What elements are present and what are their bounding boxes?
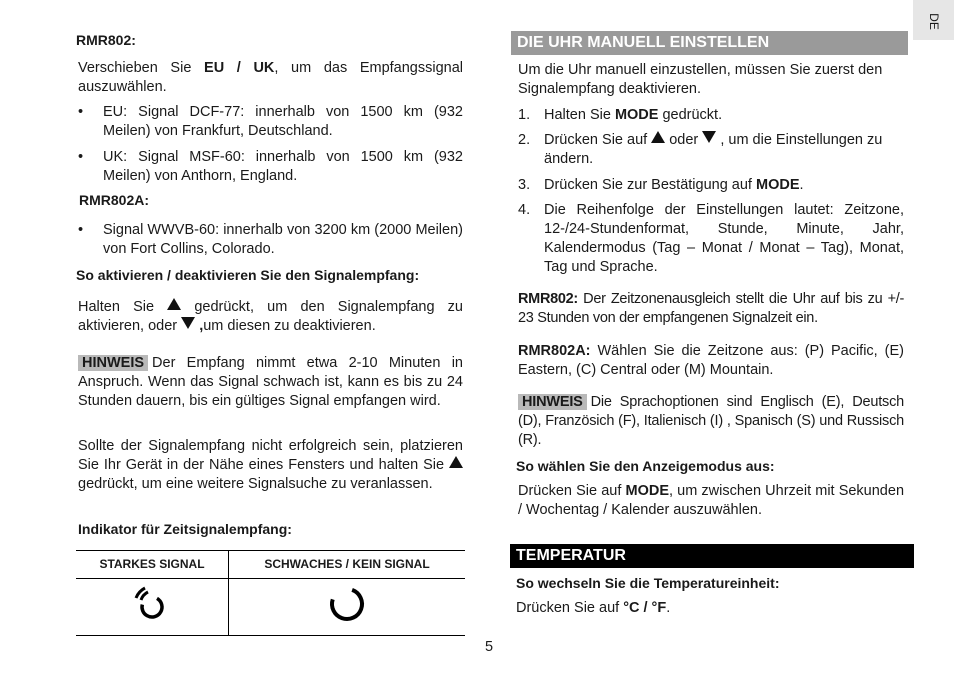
page-number: 5 — [485, 639, 494, 655]
display-mode-paragraph: Drücken Sie auf MODE, um zwischen Uhrzeit mit Sekunden / Wochentag / Kalender auszuwählen. — [518, 483, 905, 518]
weak-signal-header: SCHWACHES / KEIN SIGNAL — [229, 551, 466, 579]
step-3: 3. Drücken Sie zur Bestätigung auf MODE. — [518, 177, 804, 193]
weak-signal-icon — [325, 582, 369, 626]
strong-signal-header: STARKES SIGNAL — [76, 551, 229, 579]
activate-paragraph: Halten Sie gedrückt, um den Signalempfang zu aktivieren, oder ,um diesen zu deaktivieren. — [78, 299, 463, 334]
language-tab — [913, 0, 954, 40]
note-reception: HINWEIS Der Empfang nimmt etwa 2-10 Minuten in Anspruch. Wenn das Signal schwach ist, kann es bis zu 24 Stunden dauern, bis ein gültiges Signal empfangen wird. — [78, 355, 463, 409]
rmr802a-heading: RMR802A: — [79, 192, 150, 208]
up-arrow-icon — [167, 298, 181, 310]
display-mode-heading: So wählen Sie den Anzeigemodus aus: — [516, 458, 775, 474]
bullet-uk: • UK: Signal MSF-60: innerhalb von 1500 km (932 Meilen) von Anthorn, England. — [78, 149, 463, 184]
step-1: 1. Halten Sie MODE gedrückt. — [518, 107, 723, 123]
down-arrow-icon — [702, 131, 716, 143]
strong-signal-cell — [76, 579, 229, 636]
rmr802a-timezone-note: RMR802A: Wählen Sie die Zeitzone aus: (P) Pacific, (E) Eastern, (C) Central oder (M) Mountain. — [518, 343, 904, 378]
up-arrow-icon — [449, 456, 463, 468]
rmr802-timezone-note: RMR802: Der Zeitzonenausgleich stellt die Uhr auf bis zu +/- 23 Stunden von der empfangenen Signalzeit ein. — [518, 291, 904, 326]
retry-paragraph: Sollte der Signalempfang nicht erfolgreich sein, platzieren Sie Ihr Gerät in der Nähe eines Fensters und halten Sie gedrückt, um eine weitere Signalsuche zu veranlassen. — [78, 438, 463, 492]
weak-signal-cell — [229, 579, 466, 636]
bullet-wwvb: • Signal WWVB-60: innerhalb von 3200 km (2000 Meilen) von Fort Collins, Colorado. — [78, 222, 463, 257]
indicator-heading: Indikator für Zeitsignalempfang: — [78, 521, 292, 537]
strong-signal-icon — [132, 584, 172, 624]
down-arrow-icon — [181, 317, 195, 329]
manual-set-section-bar: DIE UHR MANUELL EINSTELLEN — [511, 31, 908, 55]
hinweis-label: HINWEIS — [518, 394, 587, 410]
step-4: 4. Die Reihenfolge der Einstellungen lautet: Zeitzone, 12-/24-Stundenformat, Stunde, Minute, Jahr, Kalendermodus (Tag – Monat / Monat – Tag), Monat, Tag und Sprache. — [518, 202, 904, 275]
hinweis-label: HINWEIS — [78, 355, 148, 371]
eu-uk-paragraph: Verschieben Sie EU / UK, um das Empfangssignal auszuwählen. — [78, 60, 464, 95]
rmr802-heading: RMR802: — [76, 32, 136, 48]
activate-heading: So aktivieren / deaktivieren Sie den Signalempfang: — [76, 267, 420, 283]
language-tab-label: DE — [926, 13, 941, 30]
temperature-heading: So wechseln Sie die Temperatureinheit: — [516, 575, 780, 591]
signal-indicator-table — [76, 550, 465, 636]
temperature-section-bar: TEMPERATUR — [510, 544, 914, 568]
bullet-eu: • EU: Signal DCF-77: innerhalb von 1500 km (932 Meilen) von Frankfurt, Deutschland. — [78, 104, 463, 139]
note-language: HINWEIS Die Sprachoptionen sind Englisch (E), Deutsch (D), Französich (F), Italienisch (I) , Spanisch (S) und Russisch (R). — [518, 394, 904, 448]
temperature-paragraph: Drücken Sie auf °C / °F. — [516, 600, 671, 616]
step-2: 2. Drücken Sie auf oder , um die Einstellungen zu ändern. — [518, 132, 883, 167]
up-arrow-icon — [651, 131, 665, 143]
manual-intro: Um die Uhr manuell einzustellen, müssen Sie zuerst den Signalempfang deaktivieren. — [518, 62, 883, 97]
